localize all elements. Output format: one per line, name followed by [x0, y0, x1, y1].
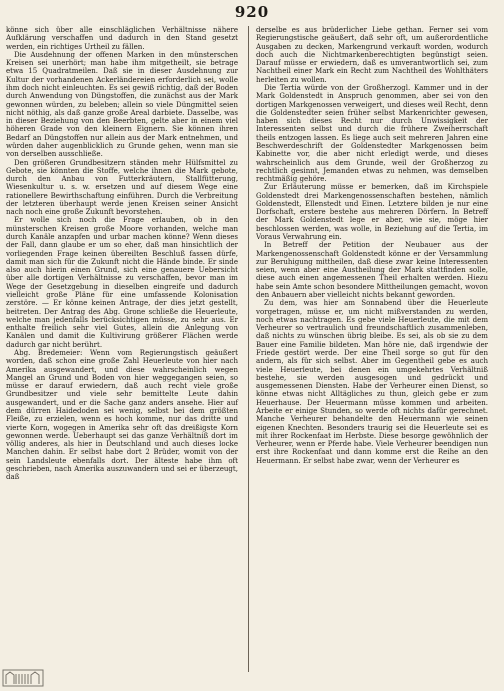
paragraph: Abg. Bredemeier: Wenn vom Regierungstisch geäußert worden, daß schon eine große Zahl Heuerleute von hier nach Amerika ausgewandert, und diese wahrscheinlich wegen Mangel an Grund und Boden von hier weggegangen seien, so müsse er darauf erwiedern, daß auch recht viele große Grundbesitzer und viele sehr bemittelte Leute dahin ausgewandert, und er die Sache ganz anders ansehe. Hier auf dem dürren Haidedoden sei wenig, selbst bei dem größten Fleiße, zu erzielen, wenn es hoch komme, nur das dritte und vierte Korn, wogegen in Amerika sehr oft das dreißigste Korn gewonnen werde. Ueberhaupt sei das ganze Verhältniß dort im völlig anderes, als hier in Deutschland und auch dieses locke Manchen dahin. Er selbst habe dort 2 Brüder, womit von der sein Landsleute ebenfalls dort. Der älteste habe ihm oft geschrieben, nach Amerika auszuwandern und sei er überzeugt, daß	[6, 347, 238, 482]
page-number: 920	[234, 3, 270, 21]
paragraph: könne sich über alle einschläglichen Verhältnisse nähere Aufklärung verschaffen und dadurch in den Stand gesetzt werden, ein richtiges Urtheil zu fällen.	[6, 25, 238, 51]
paragraph: In Betreff der Petition der Neubauer aus der Markengenossenschaft Goldenstedt könne er der Versammlung zur Beruhigung mittheilen, daß diese zwar keine Interessenten seien, wenn aber eine Austheilung der Mark stattfinden solle, diese auch einen angemessenen Theil erhalten werden. Hiezu habe sein Amte schon besondere Mittheilungen gemacht, wovon den Anbauern aber vielleicht nichts bekannt geworden.	[256, 240, 488, 299]
paragraph: Die Tertia würde von der Großherzogl. Kammer und in der Mark Goldenstedt in Anspruch genommen, aber sei von den dortigen Markgenossen verweigert, und dieses weil Recht, denn die Goldenstedter seien früher selbst Markenrichter gewesen, haben sich dieses Recht nur durch Unwissigkeit der Interessenten selbst und durch die frühere Zweiherrschaft theils entzogen lassen. Es liege auch seit mehreren Jahren eine Beschwerdeschrift der Goldenstedter Markgenossen beim Kabinette vor, die aber nicht erledigt werde, und dieses wahrscheinlich aus dem Grunde, weil der Großherzog zu rechtlich gesinnt, Jemanden etwas zu nehmen, was demselben rechtmäßig gehöre.	[256, 82, 488, 184]
library-stamp-icon	[2, 669, 44, 687]
paragraph: Zur Erläuterung müsse er bemerken, daß im Kirchspiele Goldenstedt drei Markengenossenschaften bestehen, nämlich Goldenstedt, Ellenstedt und Einen. Letztere bilden je nur eine Dorfschaft, erstere bestehe aus mehreren Dörfern. In Betreff der Mark Goldenstedt lege er aber, wie sie, möge hier beschlossen werden, was wolle, in Beziehung auf die Tertia, im Voraus Verwahrung ein.	[256, 182, 488, 242]
right-column	[256, 26, 488, 465]
left-column	[6, 26, 238, 481]
paragraph: Den größeren Grundbesitzern ständen mehr Hülfsmittel zu Gebote, sie könnten die Stoffe, welche ihnen die Mark gebote, durch den Anbau von Futterkräutern, Stallfütterung, Wiesenkultur u. s. w. ersetzen und auf diesem Wege eine rationellere Bewirthschaftung einführen. Durch die Verbreitung der letzteren überhaupt werde jenen Kreisen seiner Ansicht nach noch eine große Zukunft bevorstehen.	[6, 157, 238, 217]
paragraph: derselbe es aus brüderlicher Liebe gethan. Ferner sei vom Regierungstische geäußert, daß sehr oft, um außerordentliche Ausgaben zu decken, Markengrund verkauft worden, wodurch doch auch die Nichtmarkenberechtigten begünstigt seien. Darauf müsse er erwiedern, daß es umverantwortlich sei, zum Nachtheil einer Mark ein Recht zum Nachtheil des Wohlthäters herleiten zu wollen.	[256, 25, 488, 84]
paragraph: Er wolle sich noch die Frage erlauben, ob in den münsterschen Kreisen große Moore vorhanden, welche man durch Kanäle anzapfen und urbar machen könne? Wenn dieses der Fall, dann glaube er um so eher, daß man hinsichtlich der vorliegenden Frage keinen übereilten Beschluß fassen dürfe, damit man sich für die Zukunft nicht die Hände binde. Er sinde also auch hierin einen Grund, sich eine genauere Uebersicht über alle dortigen Verhältnisse zu verschaffen, bevor man im Wege der Gesetzgebung in dieselben eingreife und dadurch vielleicht große Pläne für eine umfassende Kolonisation zerstöre. — Er könne keinen Antrage, der dies jetzt gestellt, beitreten. Der Antrag des Abg. Grone schließe die Heuerleute, welche man jedenfalls berücksichtigen müsse, zu sehr aus. Er enthalte freilich sehr viel Gutes, allein die Anlegung von Kanälen und damit die Kultivirung größerer Flächen werde dadurch gar nicht berührt.	[6, 215, 238, 349]
column-divider	[248, 26, 249, 672]
paragraph: Zu dem, was hier am Sonnabend über die Heuerleute vorgetragen, müsse er, um nicht mißverstanden zu werden, noch etwas nachtragen. Es gebe viele Heuerleute, die mit dem Verheurer so vertraulich und freundschaftlich zusammenleben, daß nichts zu wünschen übrig bleibe. Es sei, als ob sie zu dem Bauer eine Familie bildeten. Man höre nie, daß irgendwie der Friede gestört werde. Der eine Theil sorge so gut für den andern, als für sich selbst. Aber im Gegentheil gebe es auch viele Heuerleute, bei denen ein umgekehrtes Verhältniß bestehe, sie werden ausgesogen und gedrückt und ausgemessenen Diensten. Habe der Verheurer einen Dienst, so könne etwas nicht Alltägliches zu thun, gleich gebe er zum Heuerhause. Der Heuermann müsse kommen und arbeiten. Arbeite er einige Stunden, so werde oft nichts dafür gerechnet. Manche Verheurer behandelte den Heuermann wie seinen eigenen Knechten. Besonders traurig sei die Heuerleute sei es mit ihrer Rockenfaat im Herbste. Diese besorge gewöhnlich der Verheurer, wenn er Pferde habe. Viele Verheurer beendigen nun erst ihre Rockenfaat und dann komme erst die Reihe an den Heuermann. Er selbst habe zwar, wenn der Verheurer es	[256, 298, 488, 465]
paragraph: Die Ausdehnung der offenen Marken in den münsterschen Kreisen sei unerhört; man habe ihm mitgetheilt, sie betrage etwa 15 Quadratmeilen. Daß sie in dieser Ausdehnung zur Kultur der vorhandenen Ackerländereien erforderlich sei, wolle ihm doch nicht einleuchten. Es sei gewiß richtig, daß der Boden durch Anwendung von Düngstoffen, die zunächst aus der Mark gewonnen würden, zu beleben; allein so viele Düngmittel seien nicht nöthig, als daß ganze große Areal darbiete. Dasselbe, was in dieser Beziehung von den Beerbten, gelte aber in einem viel höheren Grade von den kleinern Eignern. Sie können ihren Bedarf an Düngstoffen nur allein aus der Mark entnehmen, und würden daher augenblicklich zu Grunde gehen, wenn man sie von derselben ausschließe.	[6, 49, 238, 159]
